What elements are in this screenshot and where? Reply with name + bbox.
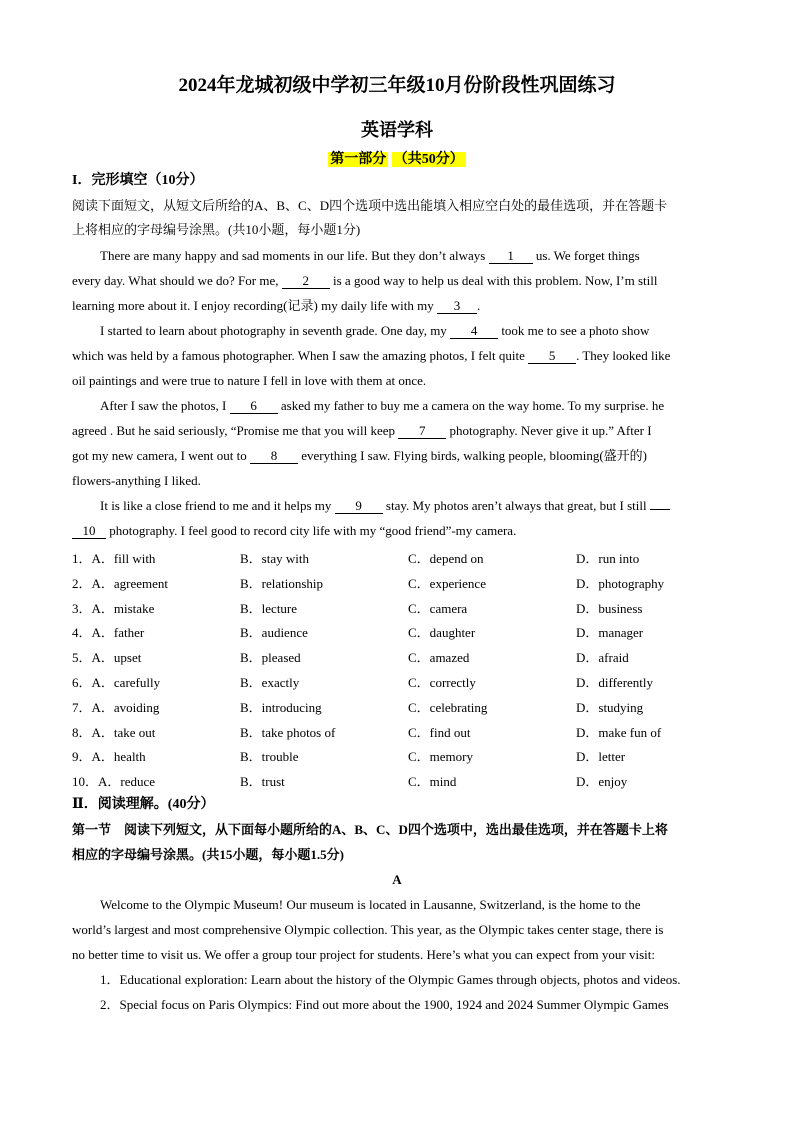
blank-4[interactable]: 4 [450,324,498,339]
option-a[interactable]: 8．A．take out [72,724,156,740]
passage-line: which was held by a famous photographer. When I saw the amazing photos, I felt quite 5 . They looked like [72,348,671,363]
blank-7[interactable]: 7 [398,424,446,439]
passage-line: flowers-anything I liked. [72,473,201,488]
option-d[interactable]: D．business [576,600,643,616]
option-c[interactable]: C．mind [408,774,457,790]
section-2-instruction: 第一节 阅读下列短文，从下面每小题所给的A、B、C、D四个选项中，选出最佳选项，并在答题卡上将 [72,822,668,837]
question-options-row [72,672,722,690]
option-c[interactable]: C．daughter [408,625,476,641]
option-b[interactable]: B．exactly [240,675,300,690]
passage-line: It is like a close friend to me and it helps my 9 stay. My photos aren’t always that great, but I still [72,498,750,514]
option-b[interactable]: B．pleased [240,650,301,666]
blank-3[interactable]: 3 [437,299,477,314]
option-b[interactable]: B．introducing [240,699,322,715]
passage-line: There are many happy and sad moments in our life. But they don’t always 1 us. We forget things [100,248,640,263]
question-number: 7． [72,699,92,715]
question-number: 10． [72,774,99,790]
section-2-heading: Ⅱ．阅读理解。(40分） [72,797,215,812]
option-b[interactable]: B．relationship [240,575,324,591]
option-b[interactable]: B．audience [240,625,308,641]
question-number: 9． [72,749,92,765]
option-d[interactable]: D．differently [576,675,654,690]
part-heading [0,148,794,168]
question-number: 8． [72,724,92,740]
blank-2[interactable]: 2 [282,274,330,289]
option-a[interactable]: 4．A．father [72,625,145,641]
question-number: 2． [72,575,92,591]
reading-line: 2．Special focus on Paris Olympics: Find out more about the 1900, 1924 and 2024 Summer Olympic Games [100,997,669,1012]
option-d[interactable]: D．afraid [576,650,629,666]
option-d[interactable]: D．photography [576,575,665,591]
option-d[interactable]: D．letter [576,749,626,765]
option-a[interactable]: 5．A．upset [72,650,142,666]
passage-line: every day. What should we do? For me, 2 is a good way to help us deal with this problem. Now, I’m still [72,273,658,288]
option-c[interactable]: C．depend on [408,551,484,566]
subject-title: 英语学科 [361,120,433,140]
question-options-row [72,573,722,591]
question-options-row [72,722,722,740]
question-options-row [72,647,722,665]
question-options-row [72,548,722,566]
blank-10-start [650,509,670,510]
question-options-row [72,771,722,789]
option-d[interactable]: D．make fun of [576,724,662,740]
option-b[interactable]: B．lecture [240,600,298,616]
option-a[interactable]: 10．A．reduce [72,774,156,790]
option-c[interactable]: C．correctly [408,675,476,690]
passage-line: After I saw the photos, I 6 asked my father to buy me a camera on the way home. To my surprise. he [100,398,665,413]
option-a[interactable]: 7．A．avoiding [72,699,160,715]
question-options-row [72,746,722,764]
option-b[interactable]: B．trust [240,774,285,790]
blank-6[interactable]: 6 [230,399,278,414]
reading-line: no better time to visit us. We offer a group tour project for students. Here’s what you can expect from your visit: [72,947,655,962]
option-c[interactable]: C．celebrating [408,699,488,715]
option-b[interactable]: B．stay with [240,551,309,566]
section-2-instruction-cont: 相应的字母编号涂黑。(共15小题，每小题1.5分) [72,847,344,862]
blank-10[interactable]: 10 [72,524,106,539]
option-a[interactable]: 1．A．fill with [72,551,156,566]
passage-line: learning more about it. I enjoy recording(记录) my daily life with my 3 . [72,298,481,313]
section-1-heading: I．完形填空（10分） [72,173,204,188]
passage-label: A [392,872,402,887]
option-c[interactable]: C．find out [408,724,471,740]
blank-1[interactable]: 1 [489,249,533,264]
option-a[interactable]: 3．A．mistake [72,600,155,616]
option-b[interactable]: B．trouble [240,749,299,765]
question-number: 3． [72,600,92,616]
passage-line: I started to learn about photography in seventh grade. One day, my 4 took me to see a photo show [100,323,650,338]
reading-line: 1．Educational exploration: Learn about the history of the Olympic Games through objects, photos and videos. [100,972,681,987]
section-1-instruction: 阅读下面短文，从短文后所给的A、B、C、D四个选项中选出能填入相应空白处的最佳选项，并在答题卡 [72,198,668,213]
option-d[interactable]: D．studying [576,699,644,715]
option-a[interactable]: 6．A．carefully [72,675,161,690]
passage-line: got my new camera, I went out to 8 everything I saw. Flying birds, walking people, blooming(盛开的) [72,448,648,463]
option-d[interactable]: D．enjoy [576,774,628,790]
reading-line: Welcome to the Olympic Museum! Our museum is located in Lausanne, Switzerland, is the home to the [100,897,641,912]
option-b[interactable]: B．take photos of [240,724,336,740]
option-a[interactable]: 2．A．agreement [72,575,169,591]
option-d[interactable]: D．run into [576,551,640,566]
section-1-instruction-cont: 上将相应的字母编号涂黑。(共10小题，每小题1分) [72,222,361,237]
passage-line: oil paintings and were true to nature I fell in love with them at once. [72,373,427,388]
option-c[interactable]: C．amazed [408,650,470,666]
question-number: 4． [72,625,92,641]
blank-9[interactable]: 9 [335,499,383,514]
blank-5[interactable]: 5 [528,349,576,364]
question-options-row [72,697,722,715]
part-prefix: 第一部分 [330,152,387,167]
option-c[interactable]: C．camera [408,600,468,616]
reading-line: world’s largest and most comprehensive Olympic collection. This year, as the Olympic takes center stage, there is [72,922,664,937]
passage-line: 10 photography. I feel good to record city life with my “good friend”-my camera. [72,523,722,539]
question-number: 5． [72,650,92,666]
blank-8[interactable]: 8 [250,449,298,464]
exam-title: 2024年龙城初级中学初三年级10月份阶段性巩固练习 [178,75,616,96]
question-options-row [72,598,722,616]
question-number: 6． [72,675,92,690]
question-options-row [72,622,722,640]
option-a[interactable]: 9．A．health [72,749,146,765]
option-c[interactable]: C．experience [408,575,486,591]
option-c[interactable]: C．memory [408,749,473,765]
part-score: （共50分） [393,152,464,167]
option-d[interactable]: D．manager [576,625,644,641]
question-number: 1． [72,551,92,566]
passage-line: agreed . But he said seriously, “Promise me that you will keep 7 photography. Never give it up.” After I [72,423,652,438]
